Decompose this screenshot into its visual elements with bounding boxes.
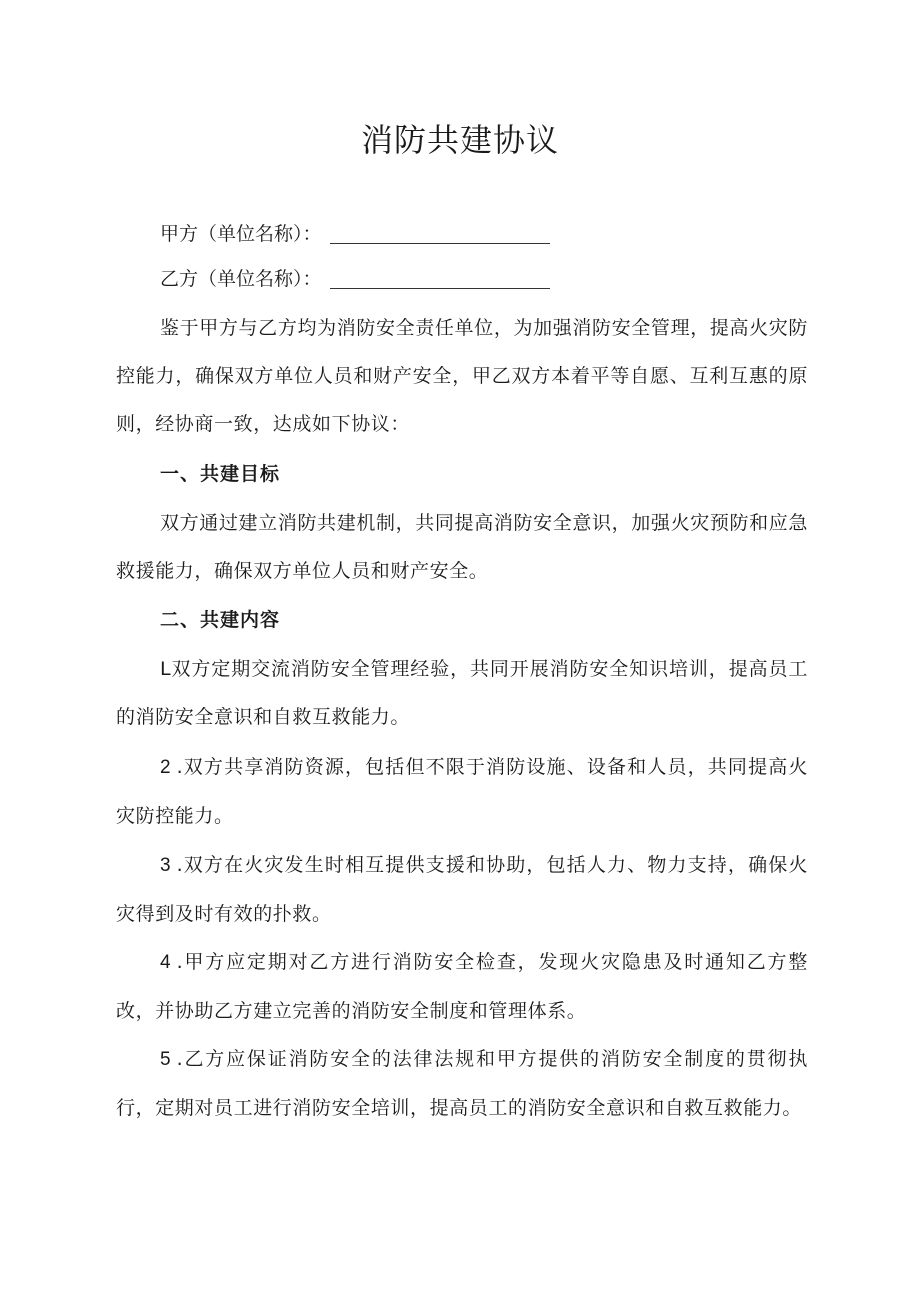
party-a-blank	[330, 223, 550, 244]
section-1-heading: 一、共建目标	[160, 463, 281, 485]
party-a-label: 甲方（单位名称）：	[160, 223, 322, 245]
item-text: .双方共享消防资源，包括但不限于消防设施、设备和人员，共同提高火灾防控能力。	[116, 756, 808, 827]
item-text: .甲方应定期对乙方进行消防安全检查，发现火灾隐患及时通知乙方整改，并协助乙方建立完善的消防安全制度和管理体系。	[116, 951, 808, 1022]
item-text: .乙方应保证消防安全的法律法规和甲方提供的消防安全制度的贯彻执行，定期对员工进行消防安全培训，提高员工的消防安全意识和自救互救能力。	[116, 1048, 808, 1119]
item-number: L	[160, 658, 172, 680]
party-b-blank	[330, 268, 550, 289]
section-2-item	[116, 841, 808, 938]
item-text: .双方在火灾发生时相互提供支援和协助，包括人力、物力支持，确保火灾得到及时有效的扑救。	[116, 854, 808, 925]
section-2-heading: 二、共建内容	[160, 609, 281, 631]
item-text: 双方定期交流消防安全管理经验，共同开展消防安全知识培训，提高员工的消防安全意识和自救互救能力。	[116, 658, 808, 728]
section-1-paragraph: 双方通过建立消防共建机制，共同提高消防安全意识，加强火灾预防和应急救援能力，确保双方单位人员和财产安全。	[116, 512, 808, 582]
item-number: 2	[160, 757, 177, 778]
section-2-item	[116, 743, 808, 840]
preamble-paragraph: 鉴于甲方与乙方均为消防安全责任单位，为加强消防安全管理，提高火灾防控能力，确保双方单位人员和财产安全，甲乙双方本着平等自愿、互利互惠的原则，经协商一致，达成如下协议：	[116, 317, 808, 435]
party-b-line	[160, 264, 550, 294]
section-2-item	[116, 938, 808, 1035]
item-number: 3	[160, 855, 177, 876]
party-b-label: 乙方（单位名称）：	[160, 268, 322, 290]
section-2-item	[116, 1035, 808, 1132]
section-2-item	[116, 645, 808, 741]
party-a-line	[160, 219, 550, 249]
document-title: 消防共建协议	[360, 121, 559, 159]
item-number: 4	[160, 952, 177, 973]
item-number: 5	[160, 1049, 177, 1070]
